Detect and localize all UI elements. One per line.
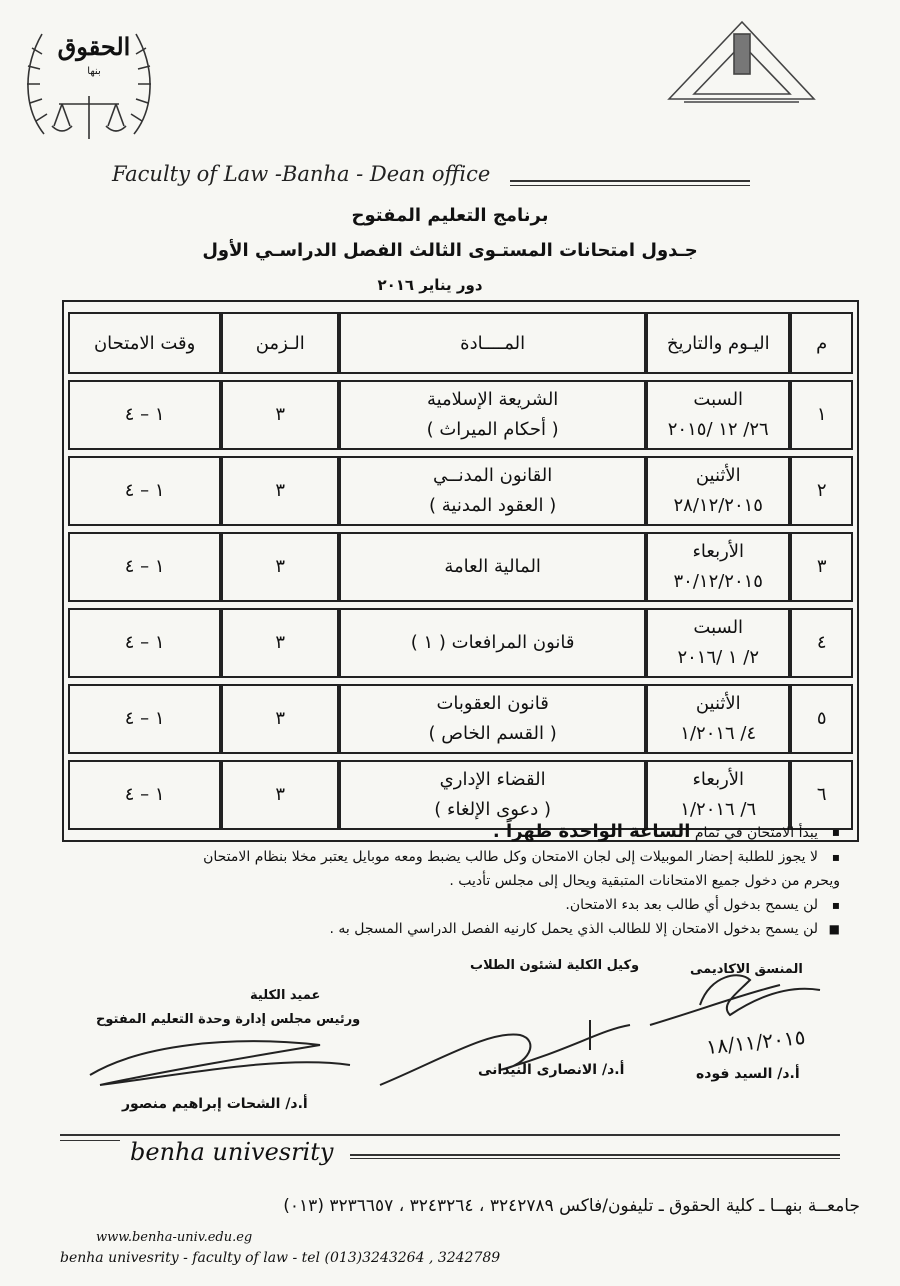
day-text: الأربعاء xyxy=(692,541,745,562)
divider xyxy=(350,1154,840,1156)
time-text: ١ – ٤ xyxy=(124,556,165,577)
subject-detail-text: ( دعوى الإلغاء ) xyxy=(434,799,551,820)
row-day-date xyxy=(646,380,790,450)
row-number xyxy=(790,684,853,754)
header-day: اليـوم والتاريخ xyxy=(646,312,790,374)
row-number-text: ٥ xyxy=(816,708,827,729)
vice-dean-title: وكيل الكلية لشئون الطلاب xyxy=(470,958,640,973)
duration-text: ٣ xyxy=(275,632,286,653)
note-text: ويحرم من دخول جميع الامتحانات المتبقية ويحال إلى مجلس تأديب . xyxy=(449,873,840,889)
subject-text: قانون المرافعات ( ١ ) xyxy=(410,632,575,653)
note-late-entry xyxy=(120,893,840,917)
row-number xyxy=(790,456,853,526)
subject-detail-text: ( القسم الخاص ) xyxy=(428,723,557,744)
row-number-text: ٦ xyxy=(816,784,827,805)
duration-text: ٣ xyxy=(275,708,286,729)
university-name: benha univesrity xyxy=(130,1138,334,1166)
date-text: ٢٦/ ١٢ /٢٠١٥ xyxy=(667,419,769,440)
row-subject xyxy=(339,608,646,678)
table-header-row xyxy=(68,312,853,374)
note-mobiles-cont xyxy=(120,869,840,893)
coordinator-date: ١٨/١١/٢٠١٥ xyxy=(705,1024,807,1060)
table-row xyxy=(68,380,853,450)
exam-schedule-table xyxy=(62,300,859,842)
university-logo xyxy=(664,14,819,109)
logo-subtext: بنها xyxy=(87,66,101,77)
header-num: م xyxy=(790,312,853,374)
duration-text: ٣ xyxy=(275,556,286,577)
row-subject xyxy=(339,456,646,526)
table-row xyxy=(68,532,853,602)
bullet-icon: ▪ xyxy=(831,850,840,864)
subject-text: قانون العقوبات xyxy=(436,693,549,714)
day-text: الأربعاء xyxy=(692,769,745,790)
divider xyxy=(510,180,750,182)
subject-text: الشريعة الإسلامية xyxy=(426,389,559,410)
row-day-date xyxy=(646,456,790,526)
header-subject: المــــادة xyxy=(339,312,646,374)
address-line: جامعــة بنهــا ـ كلية الحقوق ـ تليفون/فاكس ٣٢٤٢٧٨٩ ، ٣٢٤٣٢٦٤ ، ٣٢٣٦٦٥٧ (٠١٣) xyxy=(283,1196,860,1216)
logo-text: الحقوق xyxy=(57,32,131,61)
row-number-text: ١ xyxy=(816,404,827,425)
bullet-icon: ▪ xyxy=(831,898,840,912)
row-subject xyxy=(339,380,646,450)
dean-signature xyxy=(80,1015,360,1095)
table-row xyxy=(68,608,853,678)
row-number-text: ٤ xyxy=(816,632,827,653)
row-time xyxy=(68,532,221,602)
divider xyxy=(60,1134,840,1136)
subject-text: المالية العامة xyxy=(444,556,541,577)
row-number xyxy=(790,532,853,602)
day-text: الأثنين xyxy=(695,465,741,486)
row-duration xyxy=(221,380,339,450)
note-text: لن يسمح بدخول الامتحان إلا للطالب الذي يحمل كارنيه الفصل الدراسي المسجل به . xyxy=(329,921,818,937)
row-duration xyxy=(221,684,339,754)
duration-text: ٣ xyxy=(275,404,286,425)
schedule-title: جـدول امتحانات المستـوى الثالث الفصل الدراسـي الأول xyxy=(202,240,698,261)
date-text: ٤/ ١/٢٠١٦ xyxy=(680,723,757,744)
time-text: ١ – ٤ xyxy=(124,708,165,729)
divider xyxy=(60,1140,120,1141)
divider xyxy=(510,185,750,186)
table-row xyxy=(68,456,853,526)
duration-text: ٣ xyxy=(275,480,286,501)
row-number-text: ٢ xyxy=(816,480,827,501)
date-text: ٣٠/١٢/٢٠١٥ xyxy=(673,571,763,592)
dean-name: أ.د/ الشحات إبراهيم منصور xyxy=(122,1096,308,1112)
coordinator-title: المنسق الاكاديمى xyxy=(690,962,803,977)
date-text: ٢/ ١ /٢٠١٦ xyxy=(677,647,760,668)
row-number xyxy=(790,608,853,678)
time-text: ١ – ٤ xyxy=(124,784,165,805)
note-text: يبدأ الامتحان في تمام xyxy=(694,825,818,841)
dean-title: عميد الكلية xyxy=(250,988,321,1003)
row-subject xyxy=(339,532,646,602)
session-title: دور يناير ٢٠١٦ xyxy=(377,276,483,294)
day-text: السبت xyxy=(693,389,744,410)
note-mobiles xyxy=(120,845,840,869)
time-text: ١ – ٤ xyxy=(124,404,165,425)
time-text: ١ – ٤ xyxy=(124,480,165,501)
row-time xyxy=(68,456,221,526)
subject-detail-text: ( العقود المدنية ) xyxy=(429,495,557,516)
row-duration xyxy=(221,456,339,526)
coordinator-name: أ.د/ السيد فوده xyxy=(696,1066,800,1082)
row-day-date xyxy=(646,684,790,754)
vice-dean-name: أ.د/ الانصارى النيدانى xyxy=(478,1062,625,1078)
time-text: ١ – ٤ xyxy=(124,632,165,653)
subject-text: القضاء الإداري xyxy=(439,769,546,790)
day-text: السبت xyxy=(693,617,744,638)
subject-text: القانون المدنــي xyxy=(433,465,553,486)
row-time xyxy=(68,684,221,754)
date-text: ٦/ ١/٢٠١٦ xyxy=(680,799,757,820)
note-text: لن يسمح بدخول أي طالب بعد بدء الامتحان. xyxy=(565,897,818,913)
row-duration xyxy=(221,532,339,602)
contact-line: benha univesrity - faculty of law - tel (013)3243264 , 3242789 xyxy=(60,1250,501,1266)
row-number xyxy=(790,380,853,450)
dean-subtitle: ورئيس مجلس إدارة وحدة التعليم المفتوح xyxy=(96,1012,361,1027)
row-number-text: ٣ xyxy=(816,556,827,577)
vice-dean-signature xyxy=(370,1010,660,1090)
website: www.benha-univ.edu.eg xyxy=(96,1230,253,1245)
row-subject xyxy=(339,684,646,754)
divider xyxy=(350,1158,840,1159)
row-day-date xyxy=(646,608,790,678)
duration-text: ٣ xyxy=(275,784,286,805)
row-duration xyxy=(221,608,339,678)
header-duration: الـزمن xyxy=(221,312,339,374)
row-time xyxy=(68,380,221,450)
bullet-icon: ■ xyxy=(828,922,840,936)
note-id-card xyxy=(120,917,840,941)
table-row xyxy=(68,684,853,754)
note-highlight: الساعة الواحدة ظهراً . xyxy=(492,821,691,842)
note-text: لا يجوز للطلبة إحضار الموبيلات إلى لجان الامتحان وكل طالب يضبط ومعه موبايل يعتبر مخلا بنظام الامتحان xyxy=(203,849,818,865)
row-day-date xyxy=(646,532,790,602)
notes xyxy=(120,820,840,941)
header-time: وقت الامتحان xyxy=(68,312,221,374)
subject-detail-text: ( أحكام الميراث ) xyxy=(426,419,559,440)
program-title: برنامج التعليم المفتوح xyxy=(351,205,549,226)
date-text: ٢٨/١٢/٢٠١٥ xyxy=(673,495,763,516)
bullet-icon: ▪ xyxy=(831,825,840,839)
row-time xyxy=(68,608,221,678)
day-text: الأثنين xyxy=(695,693,741,714)
note-start-time xyxy=(120,820,840,845)
faculty-line: Faculty of Law -Banha - Dean office xyxy=(112,162,491,186)
faculty-logo xyxy=(14,14,164,154)
